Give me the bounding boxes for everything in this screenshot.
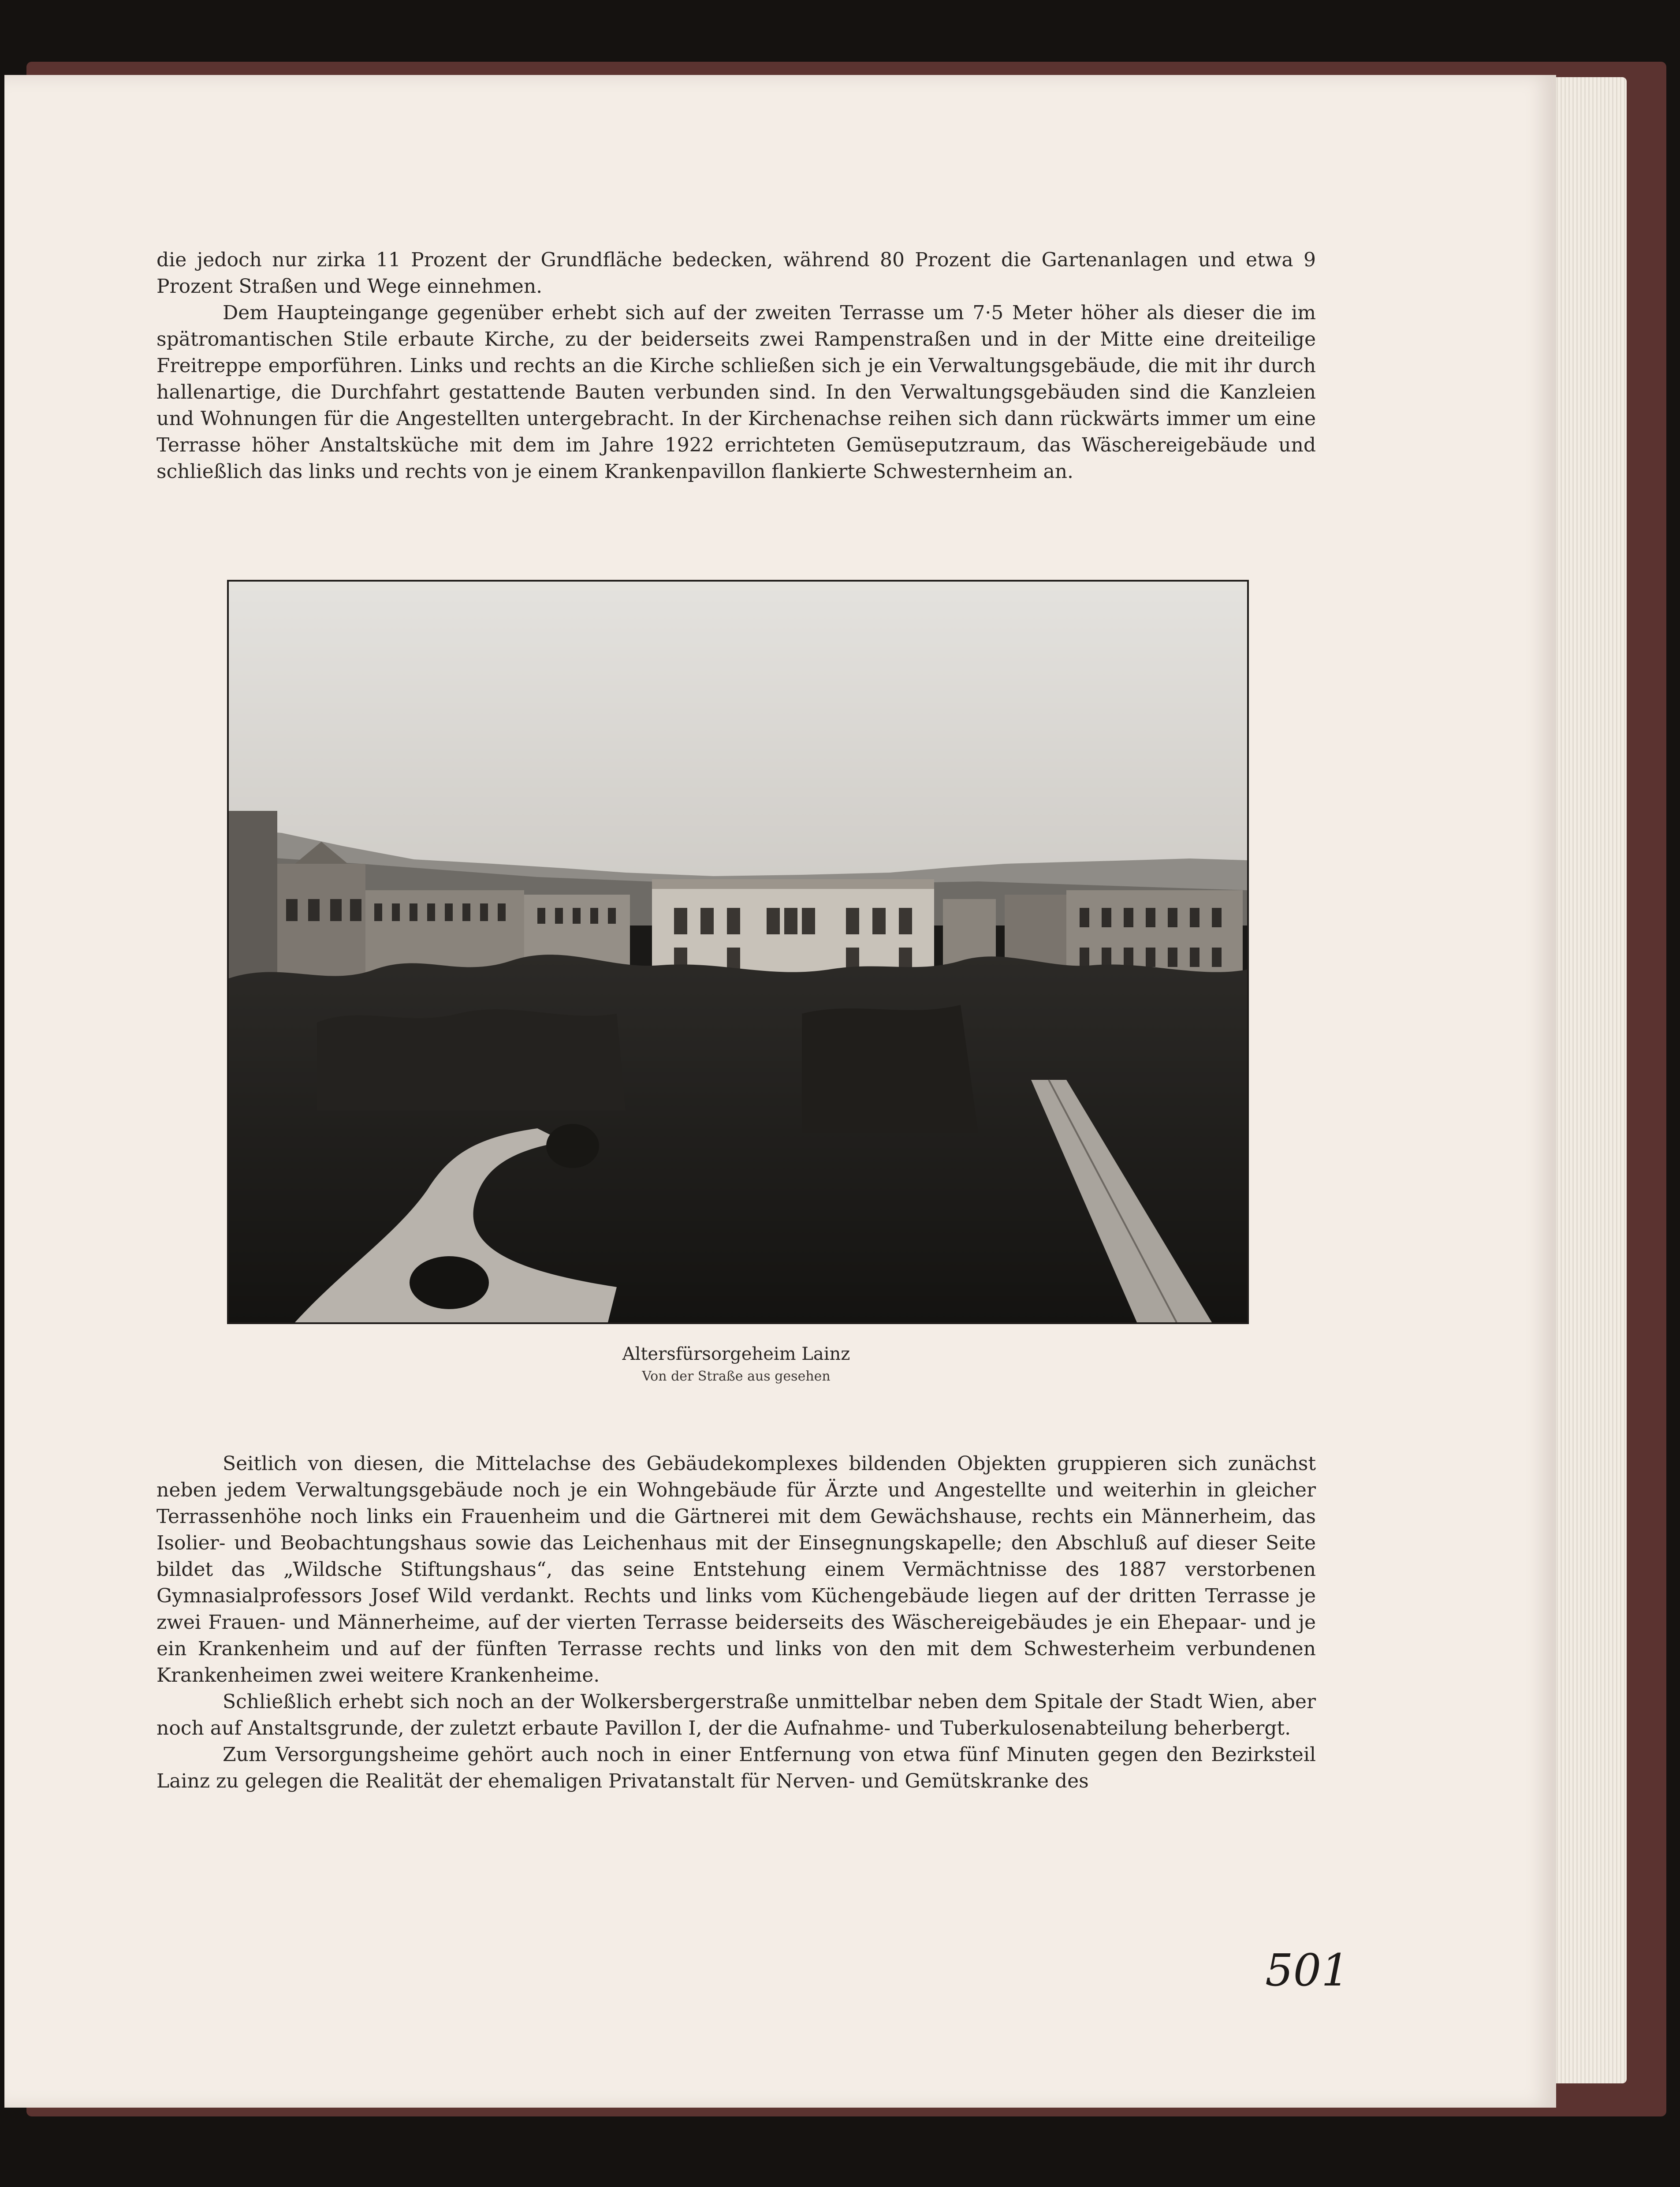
paragraph: die jedoch nur zirka 11 Prozent der Grundfläche bedecken, während 80 Prozent die Gartenanlagen und etwa 9 Prozent Straßen und Wege einnehmen.: [156, 249, 1316, 298]
paragraph: Zum Versorgungsheime gehört auch noch in einer Entfernung von etwa fünf Minuten gegen den Bezirksteil Lainz zu gelegen die Realität der ehemaligen Privatanstalt für Nerven- und Gemütskranke des: [156, 1743, 1316, 1792]
photograph: [227, 580, 1249, 1324]
text-block-top: [156, 247, 1316, 485]
photo-altersfuersorgeheim-lainz: [229, 582, 1247, 1322]
page-number: 501: [1265, 1944, 1349, 1996]
paragraph: Dem Haupteingange gegenüber erhebt sich auf der zweiten Terrasse um 7·5 Meter höher als dieser die im spätromantischen Stile erbaute Kirche, zu der beiderseits zwei Rampenstraßen und in der Mitte eine dreiteilige Freitreppe emporführen. Links und rechts an die Kirche schließen sich je ein Verwaltungsgebäude, die mit ihr durch hallenartige, die Durchfahrt gestattende Bauten verbunden sind. In den Verwaltungsgebäuden sind die Kanzleien und Wohnungen für die Angestellten untergebracht. In der Kirchenachse reihen sich dann rückwärts immer um eine Terrasse höher Anstaltsküche mit dem im Jahre 1922 errichteten Gemüseputzraum, das Wäschereigebäude und schließlich das links und rechts von je einem Krankenpavillon flankierte Schwesternheim an.: [156, 302, 1316, 483]
text-block-bottom: [156, 1451, 1316, 1795]
book-page: [4, 75, 1556, 2108]
paragraph: Schließlich erhebt sich noch an der Wolkersbergerstraße unmittelbar neben dem Spitale der Stadt Wien, aber noch auf Anstaltsgrunde, der zuletzt erbaute Pavillon I, der die Aufnahme- und Tuberkulosenabteilung beherbergt.: [156, 1691, 1316, 1739]
paragraph: Seitlich von diesen, die Mittelachse des Gebäudekomplexes bildenden Objekten gruppieren sich zunächst neben jedem Verwaltungsgebäude noch je ein Wohngebäude für Ärzte und Angestellte und weiterhin in gleicher Terrassenhöhe noch links ein Frauenheim und die Gärtnerei mit dem Gewächshause, rechts ein Männerheim, das Isolier- und Beobachtungshaus sowie das Leichenhaus mit der Einsegnungskapelle; den Abschluß auf dieser Seite bildet das „Wildsche Stiftungshaus“, das seine Entstehung einem Vermächtnisse des 1887 verstorbenen Gymnasialprofessors Josef Wild verdankt. Rechts und links vom Küchengebäude liegen auf der dritten Terrasse je zwei Frauen- und Männerheime, auf der vierten Terrasse beiderseits des Wäschereigebäudes je ein Ehepaar- und je ein Krankenheim und auf der fünften Terrasse rechts und links von den mit dem Schwesterheim verbundenen Krankenheimen zwei weitere Krankenheime.: [156, 1452, 1316, 1687]
figure-caption-subtitle: Von der Straße aus gesehen: [642, 1369, 831, 1384]
figure-caption-title: Altersfürsorgeheim Lainz: [622, 1344, 850, 1364]
